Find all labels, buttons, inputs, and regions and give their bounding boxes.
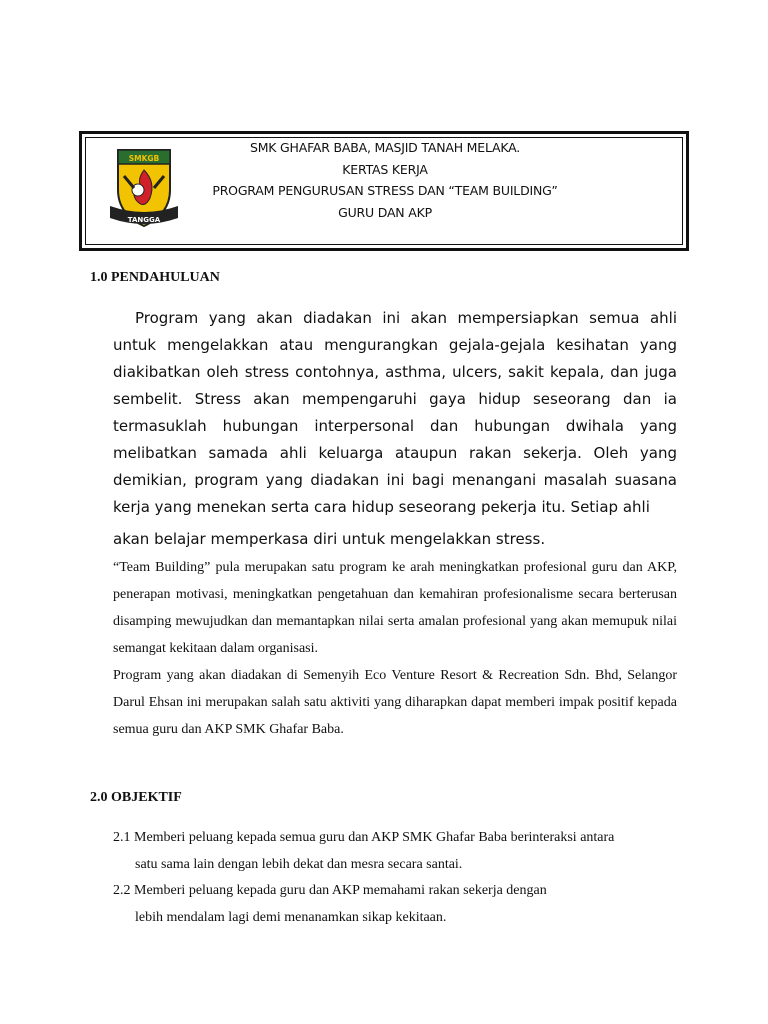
objective-text-line2: lebih mendalam lagi demi menanamkan sikap kekitaan.: [135, 910, 447, 925]
objective-text-line2: satu sama lain dengan lebih dekat dan mesra secara santai.: [135, 857, 463, 872]
header-audience: GURU DAN AKP: [338, 205, 432, 220]
pendahuluan-paragraph-3: Program yang akan diadakan di Semenyih Eco Venture Resort & Recreation Sdn. Bhd, Selangor Darul Ehsan ini merupakan salah satu aktiviti yang diharapkan dapat memberi impak positif kepada semua guru dan AKP SMK Ghafar Baba.: [113, 668, 677, 737]
pendahuluan-paragraph-2: “Team Building” pula merupakan satu program ke arah meningkatkan profesional guru dan AKP, penerapan motivasi, meningkatkan pengetahuan dan kemahiran profesionalisme secara berterusan disamping mewujudkan dan memantapkan nilai serta amalan profesional yang akan memupuk nilai semangat kekitaan dalam organisasi.: [113, 560, 677, 656]
school-crest-icon: [104, 140, 184, 236]
section-title-pendahuluan: 1.0 PENDAHULUAN: [90, 270, 220, 285]
header-school-name: SMK GHAFAR BABA, MASJID TANAH MELAKA.: [249, 140, 521, 155]
crest-top-text: SMKGB: [128, 154, 160, 163]
header-doc-type: KERTAS KERJA: [342, 162, 428, 177]
section-title-objektif: 2.0 OBJEKTIF: [90, 790, 182, 805]
pendahuluan-paragraph-1-end: akan belajar memperkasa diri untuk mengelakkan stress.: [113, 530, 546, 548]
header-program-title: PROGRAM PENGURUSAN STRESS DAN “TEAM BUILDING”: [212, 183, 558, 198]
objective-item: [113, 824, 693, 878]
objective-item: [113, 877, 693, 931]
objective-text-line1: 2.1 Memberi peluang kepada semua guru dan AKP SMK Ghafar Baba berinteraksi antara: [113, 830, 615, 845]
crest-bottom-text: TANGGA: [127, 216, 161, 224]
objective-text-line1: 2.2 Memberi peluang kepada guru dan AKP memahami rakan sekerja dengan: [113, 883, 547, 898]
pendahuluan-paragraph-1: Program yang akan diadakan ini akan mempersiapkan semua ahli untuk mengelakkan atau mengurangkan gejala-gejala kesihatan yang diakibatkan oleh stress contohnya, asthma, ulcers, sakit kepala, dan juga sembelit. Stress akan mempengaruhi gaya hidup seseorang dan ia termasuklah hubungan interpersonal dan hubungan dwihala yang melibatkan samada ahli keluarga ataupun rakan sekerja. Oleh yang demikian, program yang diadakan ini bagi menangani masalah suasana kerja yang menekan serta cara hidup seseorang pekerja itu. Setiap ahli: [113, 309, 677, 516]
